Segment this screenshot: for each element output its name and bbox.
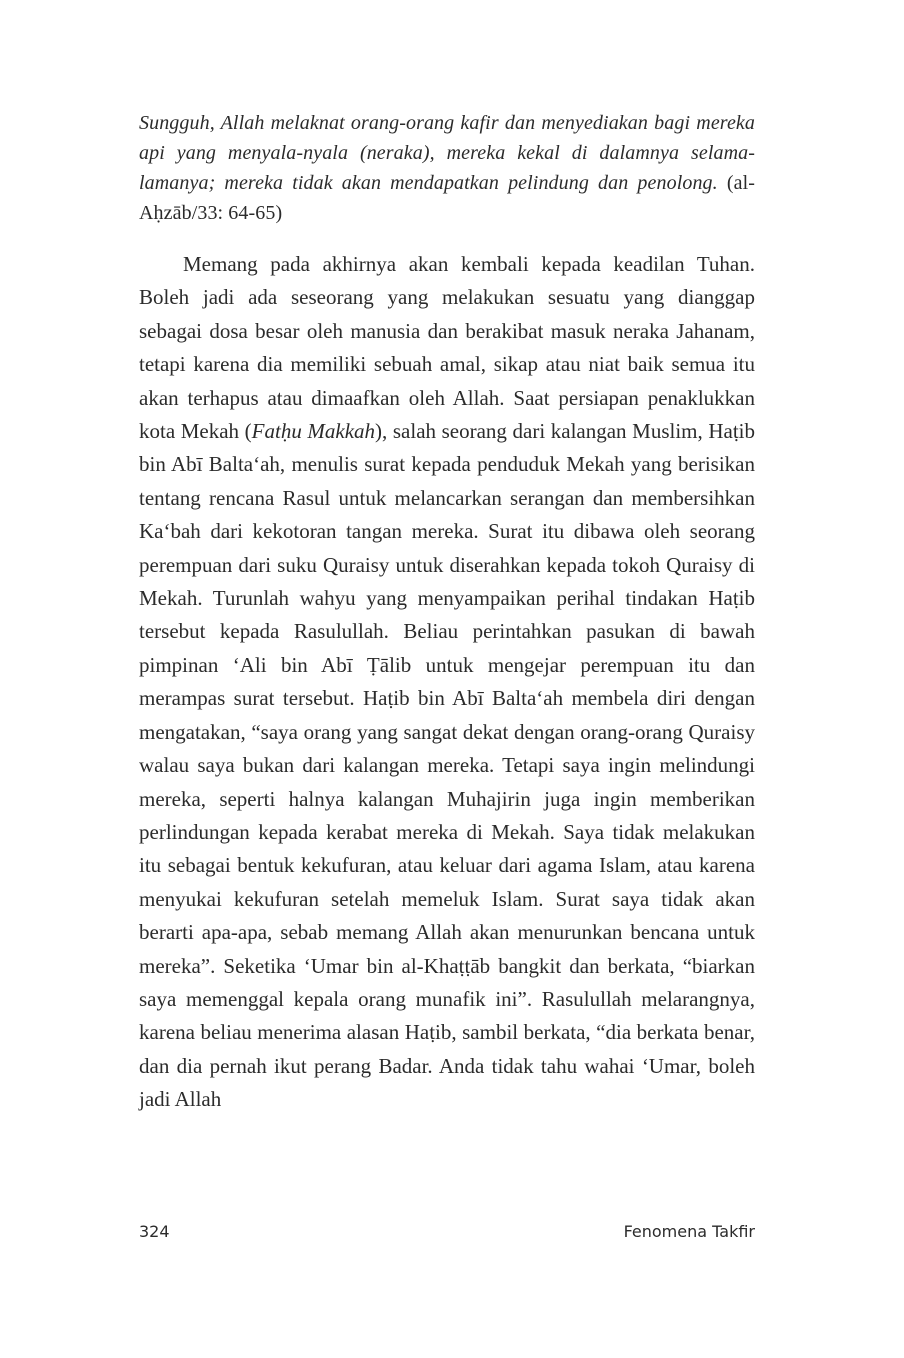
page-content xyxy=(139,108,755,1117)
paragraph-part-2: ), salah seorang dari kalangan Muslim, Haṭib bin Abī Balta‘ah, menulis surat kepada penduduk Mekah yang berisikan tentang rencana Rasul untuk melancarkan serangan dan membersihkan Ka‘bah dari kekotoran tangan mereka. Surat itu dibawa oleh seorang perempuan dari suku Quraisy untuk diserahkan kepada tokoh Quraisy di Mekah. Turunlah wahyu yang menyampaikan perihal tindakan Haṭib tersebut kepada Rasulullah. Beliau perintahkan pasukan di bawah pimpinan ‘Ali bin Abī Ṭālib untuk mengejar perempuan itu dan merampas surat tersebut. Haṭib bin Abī Balta‘ah membela diri dengan mengatakan, “saya orang yang sangat dekat dengan orang-orang Quraisy walau saya bukan dari kalangan mereka. Tetapi saya ingin melindungi mereka, seperti halnya kalangan Muhajirin juga ingin memberikan perlindungan kepada kerabat mereka di Mekah. Saya tidak melakukan itu sebagai bentuk kekufuran, atau keluar dari agama Islam, atau karena menyukai kekufuran setelah memeluk Islam. Surat saya tidak akan berarti apa-apa, sebab memang Allah akan menurunkan bencana untuk mereka”. Seketika ‘Umar bin al-Khaṭṭāb bangkit dan berkata, “biarkan saya memenggal kepala orang munafik ini”. Rasulullah melarangnya, karena beliau menerima alasan Haṭib, sambil berkata, “dia berkata benar, dan dia pernah ikut perang Badar. Anda tidak tahu wahai ‘Umar, boleh jadi Allah xyxy=(139,419,755,1112)
body-paragraph xyxy=(139,248,755,1117)
quote-italic-text: Sungguh, Allah melaknat orang-orang kafir dan menyediakan bagi mereka api yang menyala-nyala (neraka), mereka kekal di dalamnya selama-lamanya; mereka tidak akan mendapatkan pelindung dan penolong. xyxy=(139,112,755,194)
book-title: Fenomena Takfir xyxy=(623,1222,755,1241)
page-number: 324 xyxy=(139,1222,170,1241)
quran-quote xyxy=(139,108,755,228)
page-footer xyxy=(139,1222,755,1248)
paragraph-italic-term: Fatḥu Makkah xyxy=(251,419,376,444)
quote-citation: (al-Aḥzāb/33: 64-65) xyxy=(139,172,755,224)
paragraph-part-1: Memang pada akhirnya akan kembali kepada keadilan Tuhan. Boleh jadi ada seseorang yang melakukan sesuatu yang dianggap sebagai dosa besar oleh manusia dan berakibat masuk neraka Jahanam, tetapi karena dia memiliki sebuah amal, sikap atau niat baik semua itu akan terhapus atau dimaafkan oleh Allah. Saat persiapan penaklukkan kota Mekah ( xyxy=(139,252,755,444)
